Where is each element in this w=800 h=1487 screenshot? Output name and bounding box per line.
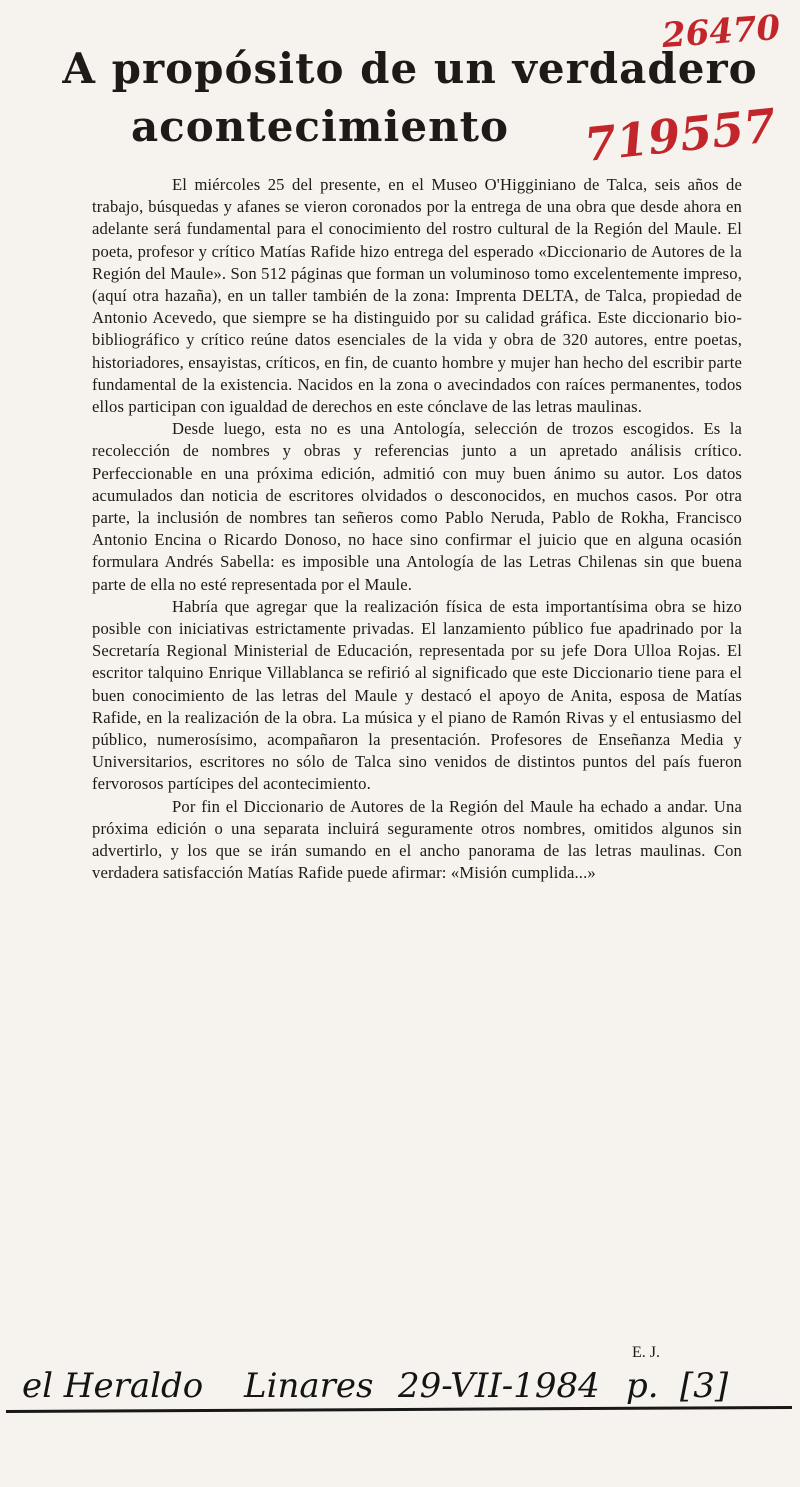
citation-page-number: [3]: [680, 1366, 729, 1406]
article-title-line-2: acontecimiento: [130, 102, 510, 151]
citation-page-label: p.: [626, 1366, 659, 1406]
citation-newspaper: el Heraldo: [22, 1366, 204, 1406]
paragraph-3: Habría que agregar que la realización física de esta importantísima obra se hizo posible con iniciativas estrictamente privadas. El lanzamiento público fue apadrinado por la Secretaría Regional Ministerial de Educación, representada por su jefe Dora Ulloa Rojas. El escritor talquino Enrique Villablanca se refirió al significado que este Diccionario tiene para el buen conocimiento de las letras del Maule y destacó el apoyo de Anita, esposa de Matías Rafide, en la realización de la obra. La música y el piano de Ramón Rivas y el entusiasmo del público, numerosísimo, acompañaron la presentación. Profesores de Enseñanza Media y Universitarios, escritores no sólo de Talca sino venidos de distintos puntos del país fueron fervorosos partícipes del acontecimiento.: [92, 596, 742, 794]
handwritten-top-number: 26470: [660, 7, 782, 57]
paragraph-4: Por fin el Diccionario de Autores de la Región del Maule ha echado a andar. Una próxima edición o una separata incluirá seguramente otros nombres, omitidos algunos sin advertirlo, y los que se irán sumando en el ancho panorama de las letras maulinas. Con verdadera satisfacción Matías Rafide puede afirmar: «Misión cumplida...»: [92, 796, 742, 883]
handwritten-side-number: 719557: [581, 98, 779, 172]
citation-city: Linares: [244, 1366, 374, 1406]
author-signature: E. J.: [632, 1344, 660, 1361]
article-body: [92, 174, 742, 885]
article-title-line-1: A propósito de un verdadero: [62, 44, 758, 93]
paragraph-1: El miércoles 25 del presente, en el Museo O'Higginiano de Talca, seis años de trabajo, búsquedas y afanes se vieron coronados por la entrega de una obra que desde ahora en adelante será fundamental para el conocimiento del rostro cultural de la Región del Maule. El poeta, profesor y crítico Matías Rafide hizo entrega del esperado «Diccionario de Autores de la Región del Maule». Son 512 páginas que forman un voluminoso tomo excelentemente impreso, (aquí otra hazaña), en un taller también de la zona: Imprenta DELTA, de Talca, propiedad de Antonio Acevedo, que siempre se ha distinguido por su calidad gráfica. Este diccionario bio-bibliográfico y crítico reúne datos esenciales de la vida y obra de 320 autores, entre poetas, historiadores, ensayistas, críticos, en fin, de cuanto hombre y mujer han hecho del escribir parte fundamental de la existencia. Nacidos en la zona o avecindados con raíces permanentes, todos ellos participan con igualdad de derechos en este cónclave de las letras maulinas.: [92, 175, 742, 417]
paragraph-2: Desde luego, esta no es una Antología, selección de trozos escogidos. Es la recolección de nombres y obras y referencias junto a un apretado análisis crítico. Perfeccionable en una próxima edición, admitió con muy buen ánimo su autor. Los datos acumulados dan noticia de escritores olvidados o desconocidos, en muchos casos. Por otra parte, la inclusión de nombres tan señeros como Pablo Neruda, Pablo de Rokha, Francisco Antonio Encina o Ricardo Donoso, no hace sino confirmar el juicio que en alguna ocasión formulara Andrés Sabella: es imposible una Antología de las Letras Chilenas sin que buena parte de ella no esté representada por el Maule.: [92, 419, 742, 594]
handwritten-citation: [18, 1366, 778, 1410]
citation-date: 29-VII-1984: [398, 1366, 600, 1406]
